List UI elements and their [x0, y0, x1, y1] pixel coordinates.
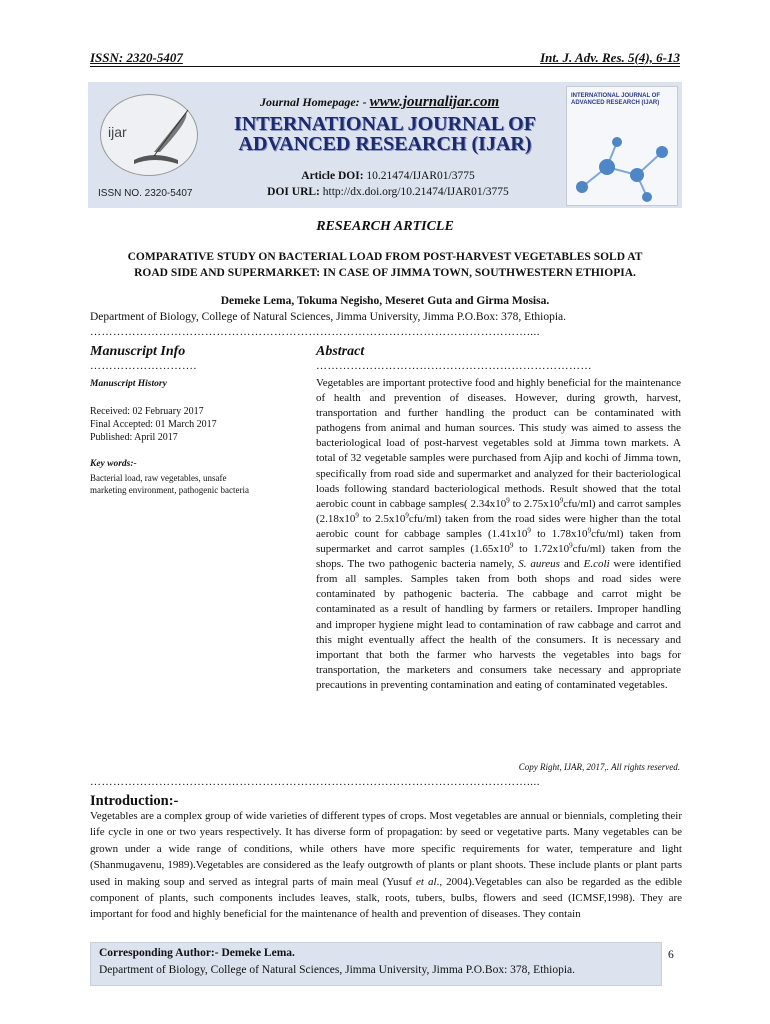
molecule-graphic-icon	[567, 127, 677, 205]
logo-issn: ISSN NO. 2320-5407	[98, 188, 193, 199]
page-number: 6	[668, 949, 674, 961]
abstract-text: Vegetables are important protective food and highly beneficial for the maintenance of health and prevention of diseases. However, during growth, harvest, transportation and further handling the product can be contaminated with pathogens from animal and human sources. This study was aimed to assess the bacteriological load of post-harvest vegetables sold at Jimma town markets. A total of 32 vegetable samples were purchased from Ajip and kochi of Jimma town, specifically from road side and supermarket and analyzed for their bacteriological loads following standard bacteriological methods. Result showed that the total aerobic count in cabbage samples( $2.34x10^9$ to $2.75x10^9cfu/ml$) and carrot samples ($2.18x10^9$ to $2.5x10^9cfu/ml$) taken from the road sides were higher than the total aerobic count for cabbage samples ($1.41x10^9$ to $1.78x10^9cfu/ml$) taken from supermarket and carrot samples ($1.65x10^9$ to $1.72x10^9cfu/ml$) taken from the shops. The two pathogenic bacteria namely, S. aureus and E.coli were identified from all samples. Samples taken from both shops and road sides were contaminated by pathogenic bacteria. The cabbage and carrot might be contaminated as a result of handling by farmers or retailers. Improper handling and improper hygiene might lead to contamination of raw cabbage and carrot and this might eventually affect the health of the consumers. It is necessary and important that both the farmer who harvests the vegetables into bags for transportation, the marketers and consumers take necessary and appropriate precautions in preventing contamination and eating of contaminated vegetables.	[316, 377, 682, 691]
journal-logo	[94, 90, 204, 200]
journal-title	[220, 114, 550, 154]
quill-book-icon	[94, 90, 204, 180]
article-type: RESEARCH ARTICLE	[316, 219, 454, 234]
divider-dots: ……………………………………………………………………………………………………....	[90, 326, 540, 338]
paper-title-line1: COMPARATIVE STUDY ON BACTERIAL LOAD FROM POST-HARVEST VEGETABLES SOLD AT	[127, 251, 643, 263]
abstract-heading: Abstract	[316, 344, 365, 359]
keywords: Bacterial load, raw vegetables, unsafe marketing environment, pathogenic bacteria	[90, 473, 249, 495]
corresponding-author-box	[90, 942, 662, 986]
doi-block	[238, 168, 538, 200]
journal-homepage	[260, 94, 499, 111]
divider-dots: ………………………………………………………………	[316, 360, 592, 372]
divider-dots: ……………………….	[90, 360, 197, 372]
manuscript-dates	[90, 405, 217, 444]
homepage-label: Journal Homepage: -	[260, 95, 367, 109]
cover-title: INTERNATIONAL JOURNAL OF ADVANCED RESEARCH (IJAR)	[571, 93, 661, 106]
divider-dots: ……………………………………………………………………………………………………....	[90, 776, 540, 788]
authors: Demeke Lema, Tokuma Negisho, Meseret Guta and Girma Mosisa.	[220, 295, 550, 307]
keywords-heading: Key words:-	[90, 459, 137, 469]
accepted-date: Final Accepted: 01 March 2017	[90, 419, 217, 430]
header-rule	[90, 66, 680, 67]
journal-title-line1: INTERNATIONAL JOURNAL OF	[234, 113, 536, 135]
affiliation: Department of Biology, College of Natural Sciences, Jimma University, Jimma P.O.Box: 378, Ethiopia.	[90, 311, 567, 323]
paper-title-line2: ROAD SIDE AND SUPERMARKET: IN CASE OF JIMMA TOWN, SOUTHWESTERN ETHIOPIA.	[134, 267, 636, 279]
doi-value: 10.21474/IJAR01/3775	[366, 170, 475, 182]
journal-banner	[88, 82, 682, 208]
paper-title	[95, 249, 675, 281]
logo-text: ijar	[108, 124, 127, 140]
received-date: Received: 02 February 2017	[90, 406, 204, 417]
manuscript-history-heading: Manuscript History	[90, 379, 167, 389]
corresponding-author-affiliation: Department of Biology, College of Natural Sciences, Jimma University, Jimma P.O.Box: 378, Ethiopia.	[99, 964, 576, 976]
journal-title-line2: ADVANCED RESEARCH (IJAR)	[238, 133, 532, 155]
corresponding-author-heading: Corresponding Author:- Demeke Lema.	[99, 947, 295, 959]
manuscript-info-heading: Manuscript Info	[90, 344, 186, 359]
copyright: Copy Right, IJAR, 2017,. All rights reserved.	[518, 762, 680, 772]
doi-url-label: DOI URL:	[267, 186, 320, 198]
header-issn: ISSN: 2320-5407	[90, 50, 183, 65]
introduction-text: Vegetables are a complex group of wide varieties of different types of crops. Most vegetables are annual or biennials, completing their life cycle in one or two years respectively. It has diverse form of propagation: by seed or vegetative parts. Many vegetables can be grown under a wide range of conditions, while others have more specific requirements for water, temperature and light (Shanmugavenu, 1989).Vegetables are considered as the leafy outgrowth of plants or plant shoots. These include plants or plant parts used in making soup and served as integral parts of main meal (Yusuf et al., 2004).Vegetables can also be regarded as the edible component of plants, such components includes leaves, stalk, roots, tubers, bulbs, flowers and seed (ICMSF,1998). They are important for food and highly beneficial for the maintenance of health and prevention of diseases. They contain	[90, 810, 683, 921]
journal-cover-image	[566, 86, 678, 206]
homepage-link[interactable]: www.journalijar.com	[369, 94, 500, 110]
introduction-heading: Introduction:-	[90, 793, 179, 809]
header-citation: Int. J. Adv. Res. 5(4), 6-13	[540, 50, 680, 65]
doi-url-link[interactable]: http://dx.doi.org/10.21474/IJAR01/3775	[322, 186, 509, 198]
published-date: Published: April 2017	[90, 432, 178, 443]
doi-label: Article DOI:	[301, 170, 364, 182]
